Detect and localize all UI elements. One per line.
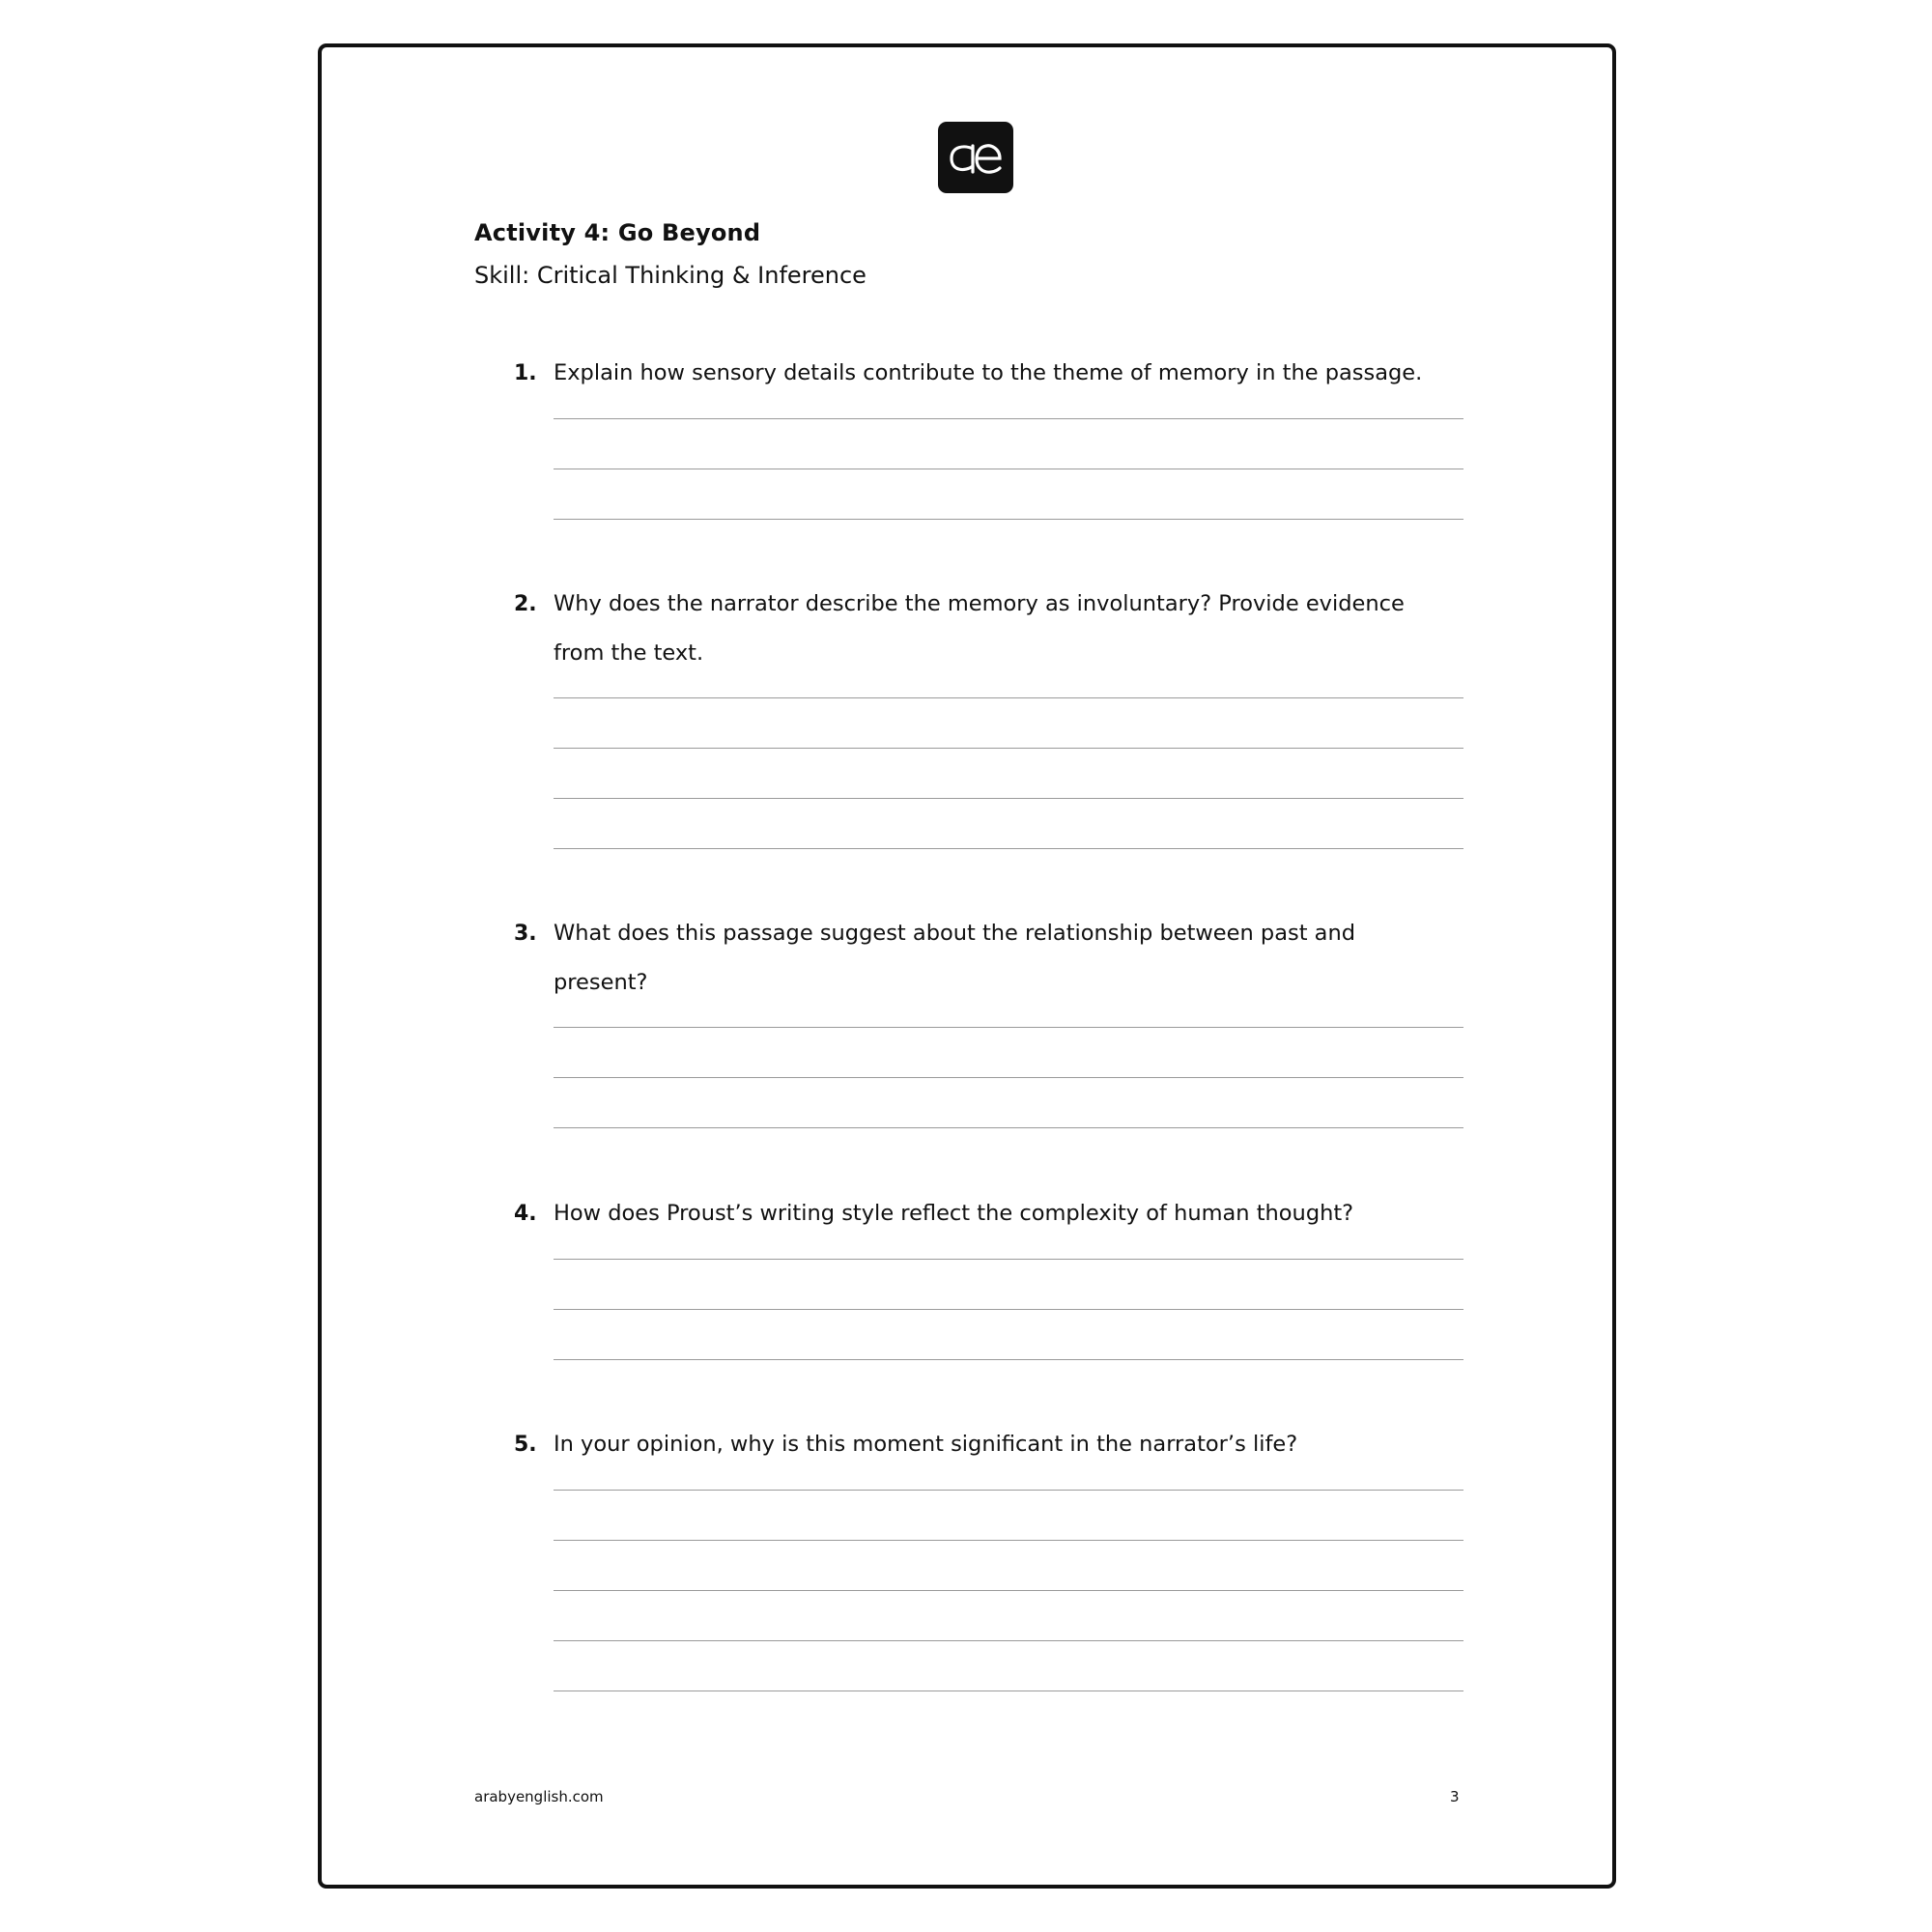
question-number: 4. [514,1202,537,1226]
footer-website: arabyenglish.com [474,1788,604,1805]
answer-line[interactable] [554,1490,1463,1491]
answer-line[interactable] [554,1640,1463,1641]
answer-line[interactable] [554,748,1463,749]
question-text: How does Proust’s writing style reflect the complexity of human thought? [554,1201,1354,1226]
question-number: 1. [514,361,537,385]
activity-title: Activity 4: Go Beyond [474,219,761,246]
answer-line[interactable] [554,418,1463,419]
question-text: Why does the narrator describe the memory as involuntary? Provide evidence from the text. [554,591,1405,666]
answer-line[interactable] [554,1077,1463,1078]
question-text: What does this passage suggest about the relationship between past and present? [554,921,1356,995]
answer-line[interactable] [554,848,1463,849]
answer-line[interactable] [554,1590,1463,1591]
answer-line[interactable] [554,1359,1463,1360]
page-number: 3 [1450,1788,1460,1805]
question-text: In your opinion, why is this moment significant in the narrator’s life? [554,1432,1298,1457]
worksheet-page [318,43,1616,1889]
answer-line[interactable] [554,1127,1463,1128]
answer-line[interactable] [554,697,1463,698]
ae-logo [938,122,1013,193]
answer-line[interactable] [554,1259,1463,1260]
question-number: 5. [514,1433,537,1457]
skill-label: Skill: Critical Thinking & Inference [474,262,867,289]
question-number: 2. [514,592,537,616]
question-text: Explain how sensory details contribute to the theme of memory in the passage. [554,360,1423,385]
answer-line[interactable] [554,1309,1463,1310]
answer-line[interactable] [554,519,1463,520]
answer-line[interactable] [554,1690,1463,1691]
answer-line[interactable] [554,1027,1463,1028]
answer-line[interactable] [554,798,1463,799]
answer-line[interactable] [554,1540,1463,1541]
ae-logo-mark [944,133,1008,182]
question-number: 3. [514,922,537,946]
